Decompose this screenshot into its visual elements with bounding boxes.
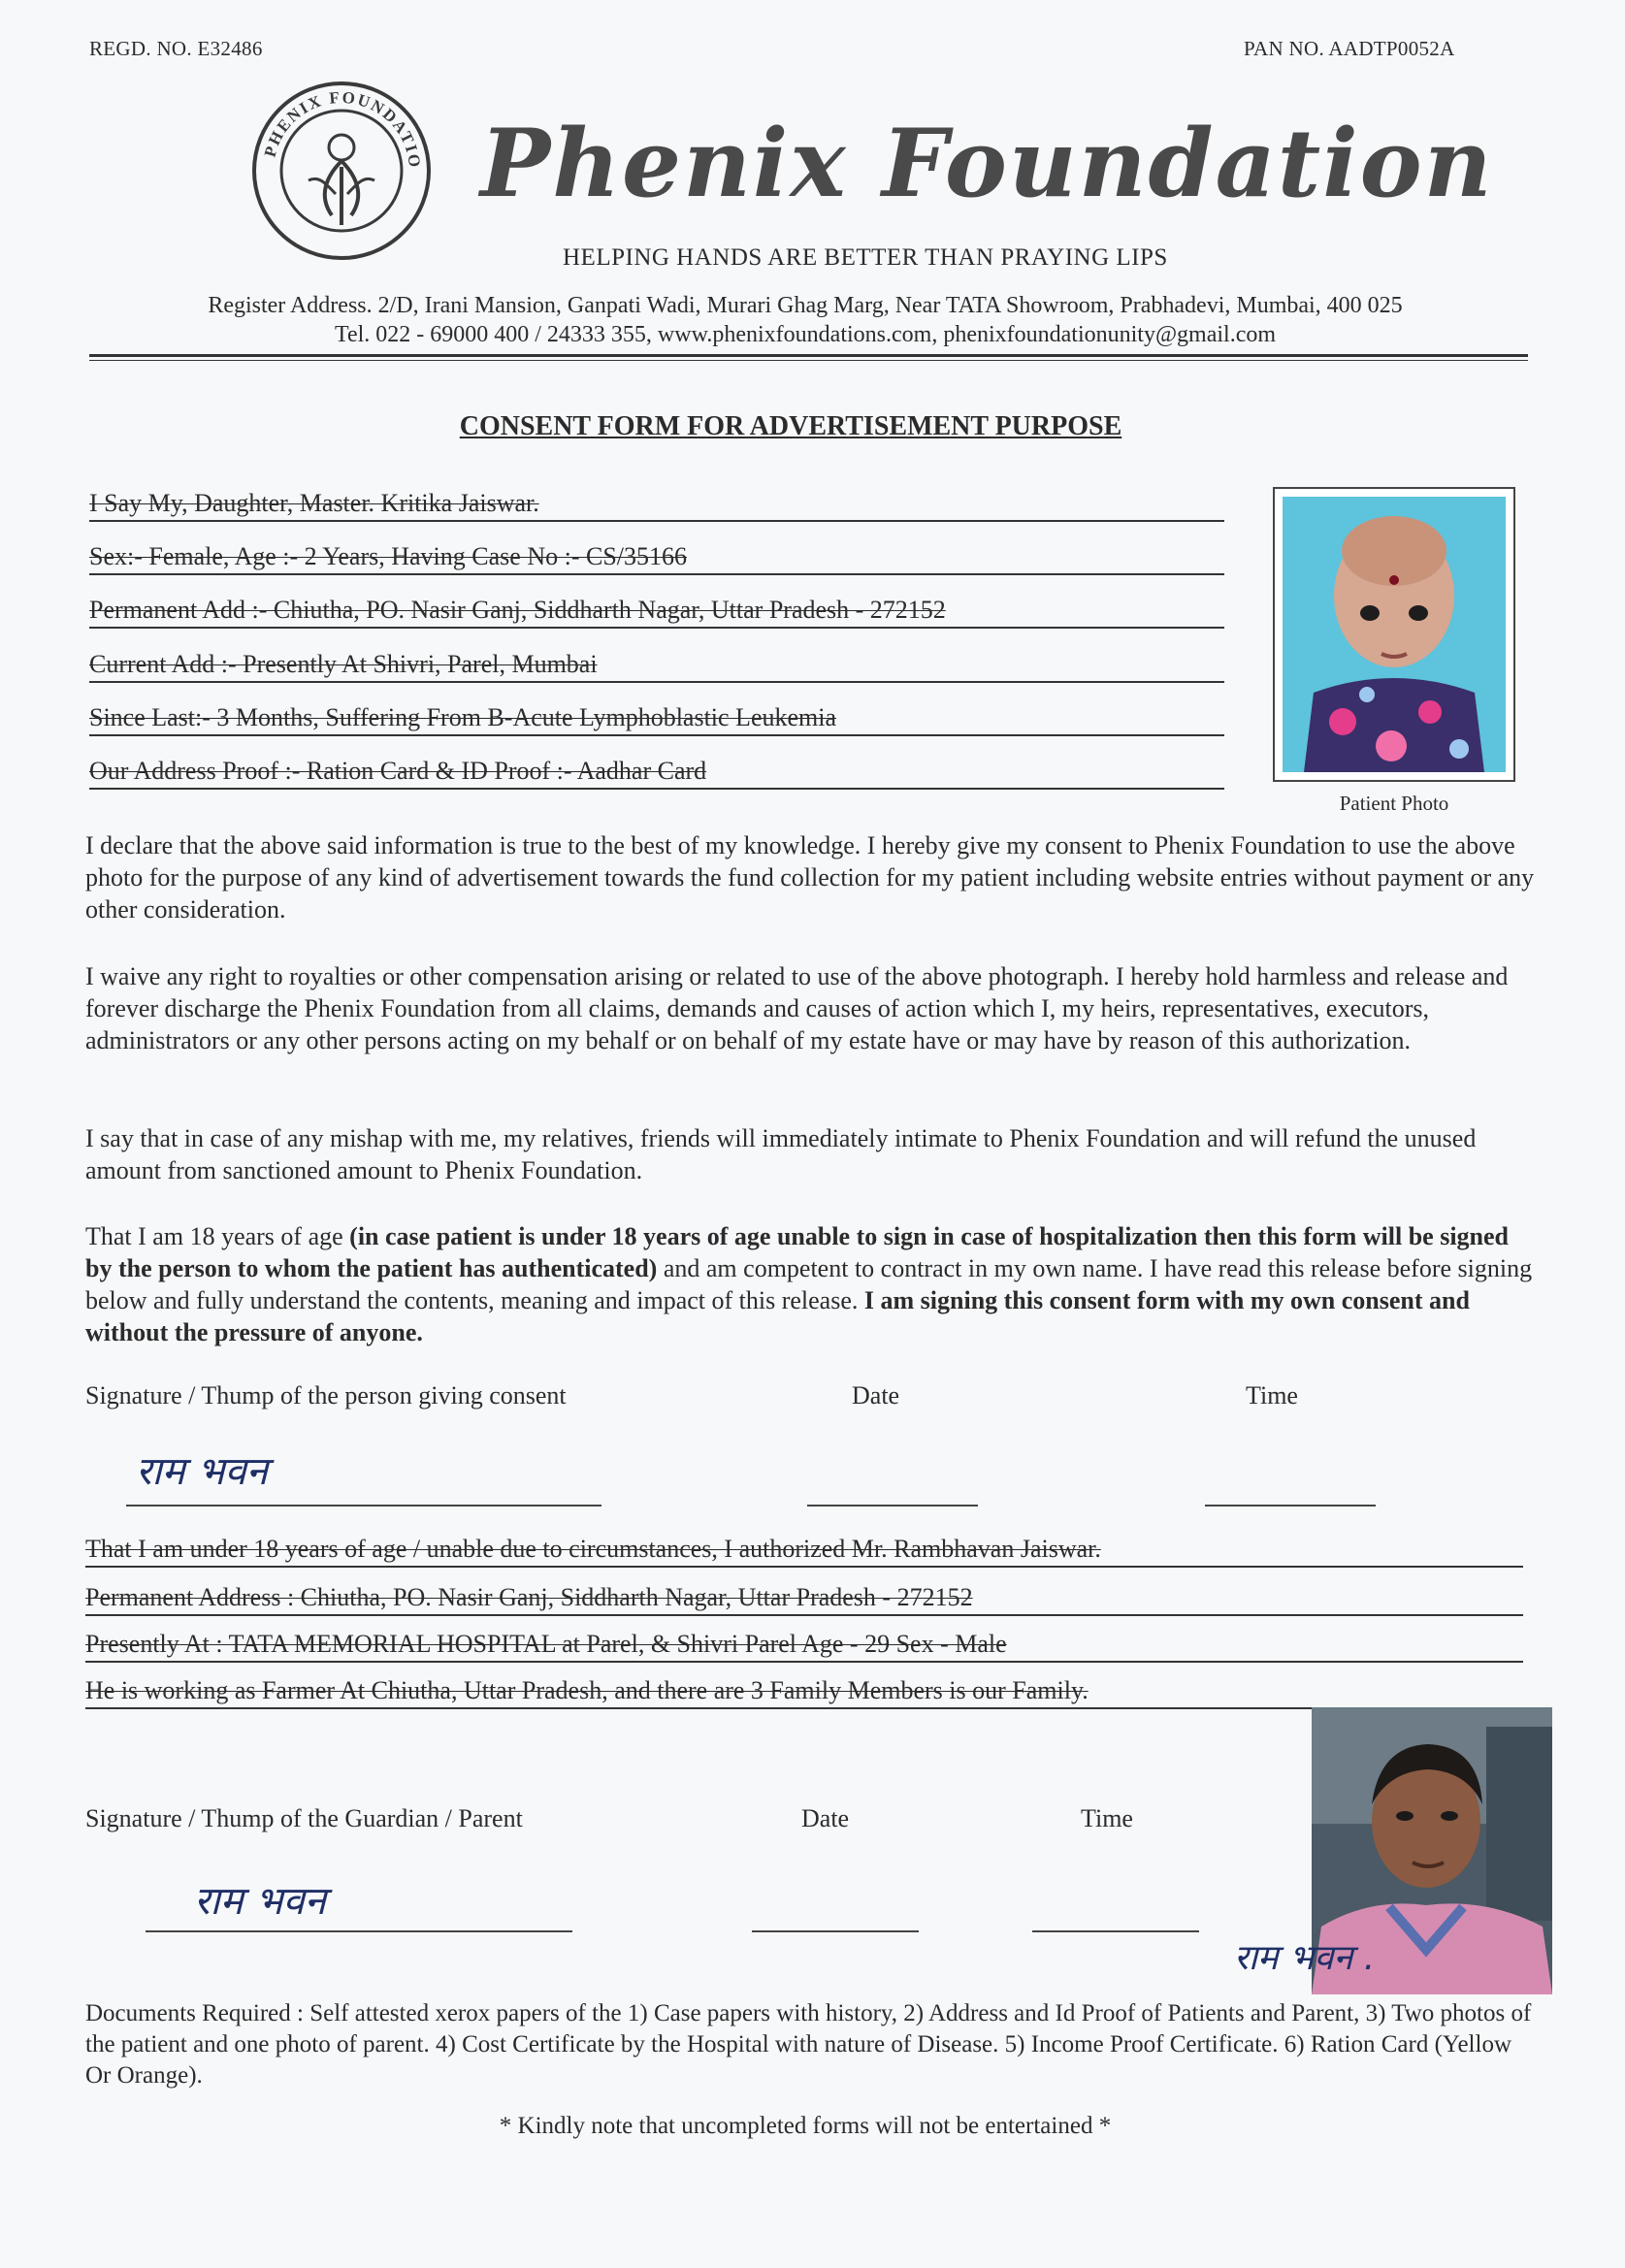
patient-current-address-line: Current Add :- Presently At Shivri, Parel, Mumbai [89,648,1224,683]
consent-time-line[interactable] [1205,1505,1376,1507]
svg-text:PHENIX FOUNDATION [250,80,424,170]
competence-statement: and am competent to contract in my own name. I have read this release before signing below and fully understand the contents, meaning and impact of this release. [85,1254,1533,1314]
age-statement: That I am 18 years of age [85,1222,343,1250]
guardian-permanent-address-line: Permanent Address : Chiutha, PO. Nasir Ganj, Siddharth Nagar, Uttar Pradesh - 272152 [85,1581,1523,1616]
minor-clause: (in case patient is under 18 years of age unable to sign in case of hospitalization then this form will be signed by the person to whom the patient has authenticated) [85,1222,1510,1282]
logo-text: PHENIX FOUNDATIO [260,87,425,171]
consent-signature: राम भवन [136,1449,268,1494]
header-divider [89,354,1528,357]
guardian-photo [1234,1707,1552,1994]
own-consent-statement: I am signing this consent form with my own consent and without the pressure of anyone. [85,1286,1470,1346]
mishap-paragraph: I say that in case of any mishap with me, my relatives, friends will immediately intimate to Phenix Foundation and will refund the unused amount from sanctioned amount to Phenix Foundation. [85,1124,1477,1184]
patient-photo [1275,489,1513,780]
guardian-date-label: Date [801,1804,850,1832]
tagline: HELPING HANDS ARE BETTER THAN PRAYING LIPS [563,244,1168,271]
guardian-time-line[interactable] [1032,1930,1199,1932]
patient-photo-frame [1273,487,1515,782]
age-consent-paragraph [85,1220,1541,1348]
patient-photo-caption: Patient Photo [1339,792,1449,815]
register-address: Register Address. 2/D, Irani Mansion, Ganpati Wadi, Murari Ghag Marg, Near TATA Showroom, Prabhadevi, Mumbai, 400 025 [208,293,1403,318]
consent-time-label: Time [1246,1381,1298,1409]
guardian-time-label: Time [1081,1804,1133,1832]
consent-signature-label: Signature / Thump of the person giving consent [85,1381,567,1409]
consent-date-line[interactable] [807,1505,978,1507]
guardian-date-line[interactable] [752,1930,919,1932]
consent-signature-line[interactable] [126,1505,601,1507]
waiver-paragraph: I waive any right to royalties or other compensation arising or related to use of the above photograph. I hereby hold harmless and release and forever discharge the Phenix Foundation from all claims, demands and causes of action which I, my heirs, representatives, executors, administrators or any other persons acting on my behalf or on behalf of my estate have or may have by reason of this authorization. [85,962,1509,1054]
guardian-authorization-line: That I am under 18 years of age / unable due to circumstances, I authorized Mr. Rambhavan Jaiswar. [85,1533,1523,1568]
incomplete-forms-note: * Kindly note that uncompleted forms will not be entertained * [499,2113,1112,2139]
guardian-signature: राम भवन [194,1879,326,1924]
guardian-signature-label: Signature / Thump of the Guardian / Parent [85,1804,523,1832]
registration-number: REGD. NO. E32486 [89,37,263,60]
patient-permanent-address-line: Permanent Add :- Chiutha, PO. Nasir Ganj, Siddharth Nagar, Uttar Pradesh - 272152 [89,594,1224,629]
declaration-paragraph: I declare that the above said information is true to the best of my knowledge. I hereby give my consent to Phenix Foundation to use the above photo for the purpose of any kind of advertisement towards the fund collection for my patient including website entries without payment or any other consideration. [85,831,1535,923]
documents-required: Documents Required : Self attested xerox papers of the 1) Case papers with history, 2) Address and Id Proof of Patients and Parent, 3) Two photos of the patient and one photo of parent. 4) Cost Certificate by the Hospital with nature of Disease. 5) Income Proof Certificate. 6) Ration Card (Yellow Or Orange). [85,2000,1532,2089]
foundation-logo [250,80,433,262]
guardian-present-address-line: Presently At : TATA MEMORIAL HOSPITAL at Parel, & Shivri Parel Age - 29 Sex - Male [85,1628,1523,1663]
guardian-photo-signature: राम भवन . [1234,1938,1376,1978]
patient-diagnosis-line: Since Last:- 3 Months, Suffering From B-Acute Lymphoblastic Leukemia [89,701,1224,736]
form-title: CONSENT FORM FOR ADVERTISEMENT PURPOSE [459,411,1122,441]
pan-number: PAN NO. AADTP0052A [1244,37,1455,60]
guardian-occupation-line: He is working as Farmer At Chiutha, Uttar Pradesh, and there are 3 Family Members is our Family. [85,1674,1523,1709]
header-divider-thin [89,360,1528,361]
patient-proof-line: Our Address Proof :- Ration Card & ID Proof :- Aadhar Card [89,755,1224,790]
organization-name: Phenix Foundation [480,109,1494,218]
patient-name-line: I Say My, Daughter, Master. Kritika Jaiswar. [89,487,1224,522]
patient-sex-age-line: Sex:- Female, Age :- 2 Years, Having Case No :- CS/35166 [89,540,1224,575]
consent-date-label: Date [852,1381,900,1409]
guardian-signature-line[interactable] [146,1930,572,1932]
contact-line: Tel. 022 - 69000 400 / 24333 355, www.phenixfoundations.com, phenixfoundationunity@gmail.com [334,322,1277,347]
